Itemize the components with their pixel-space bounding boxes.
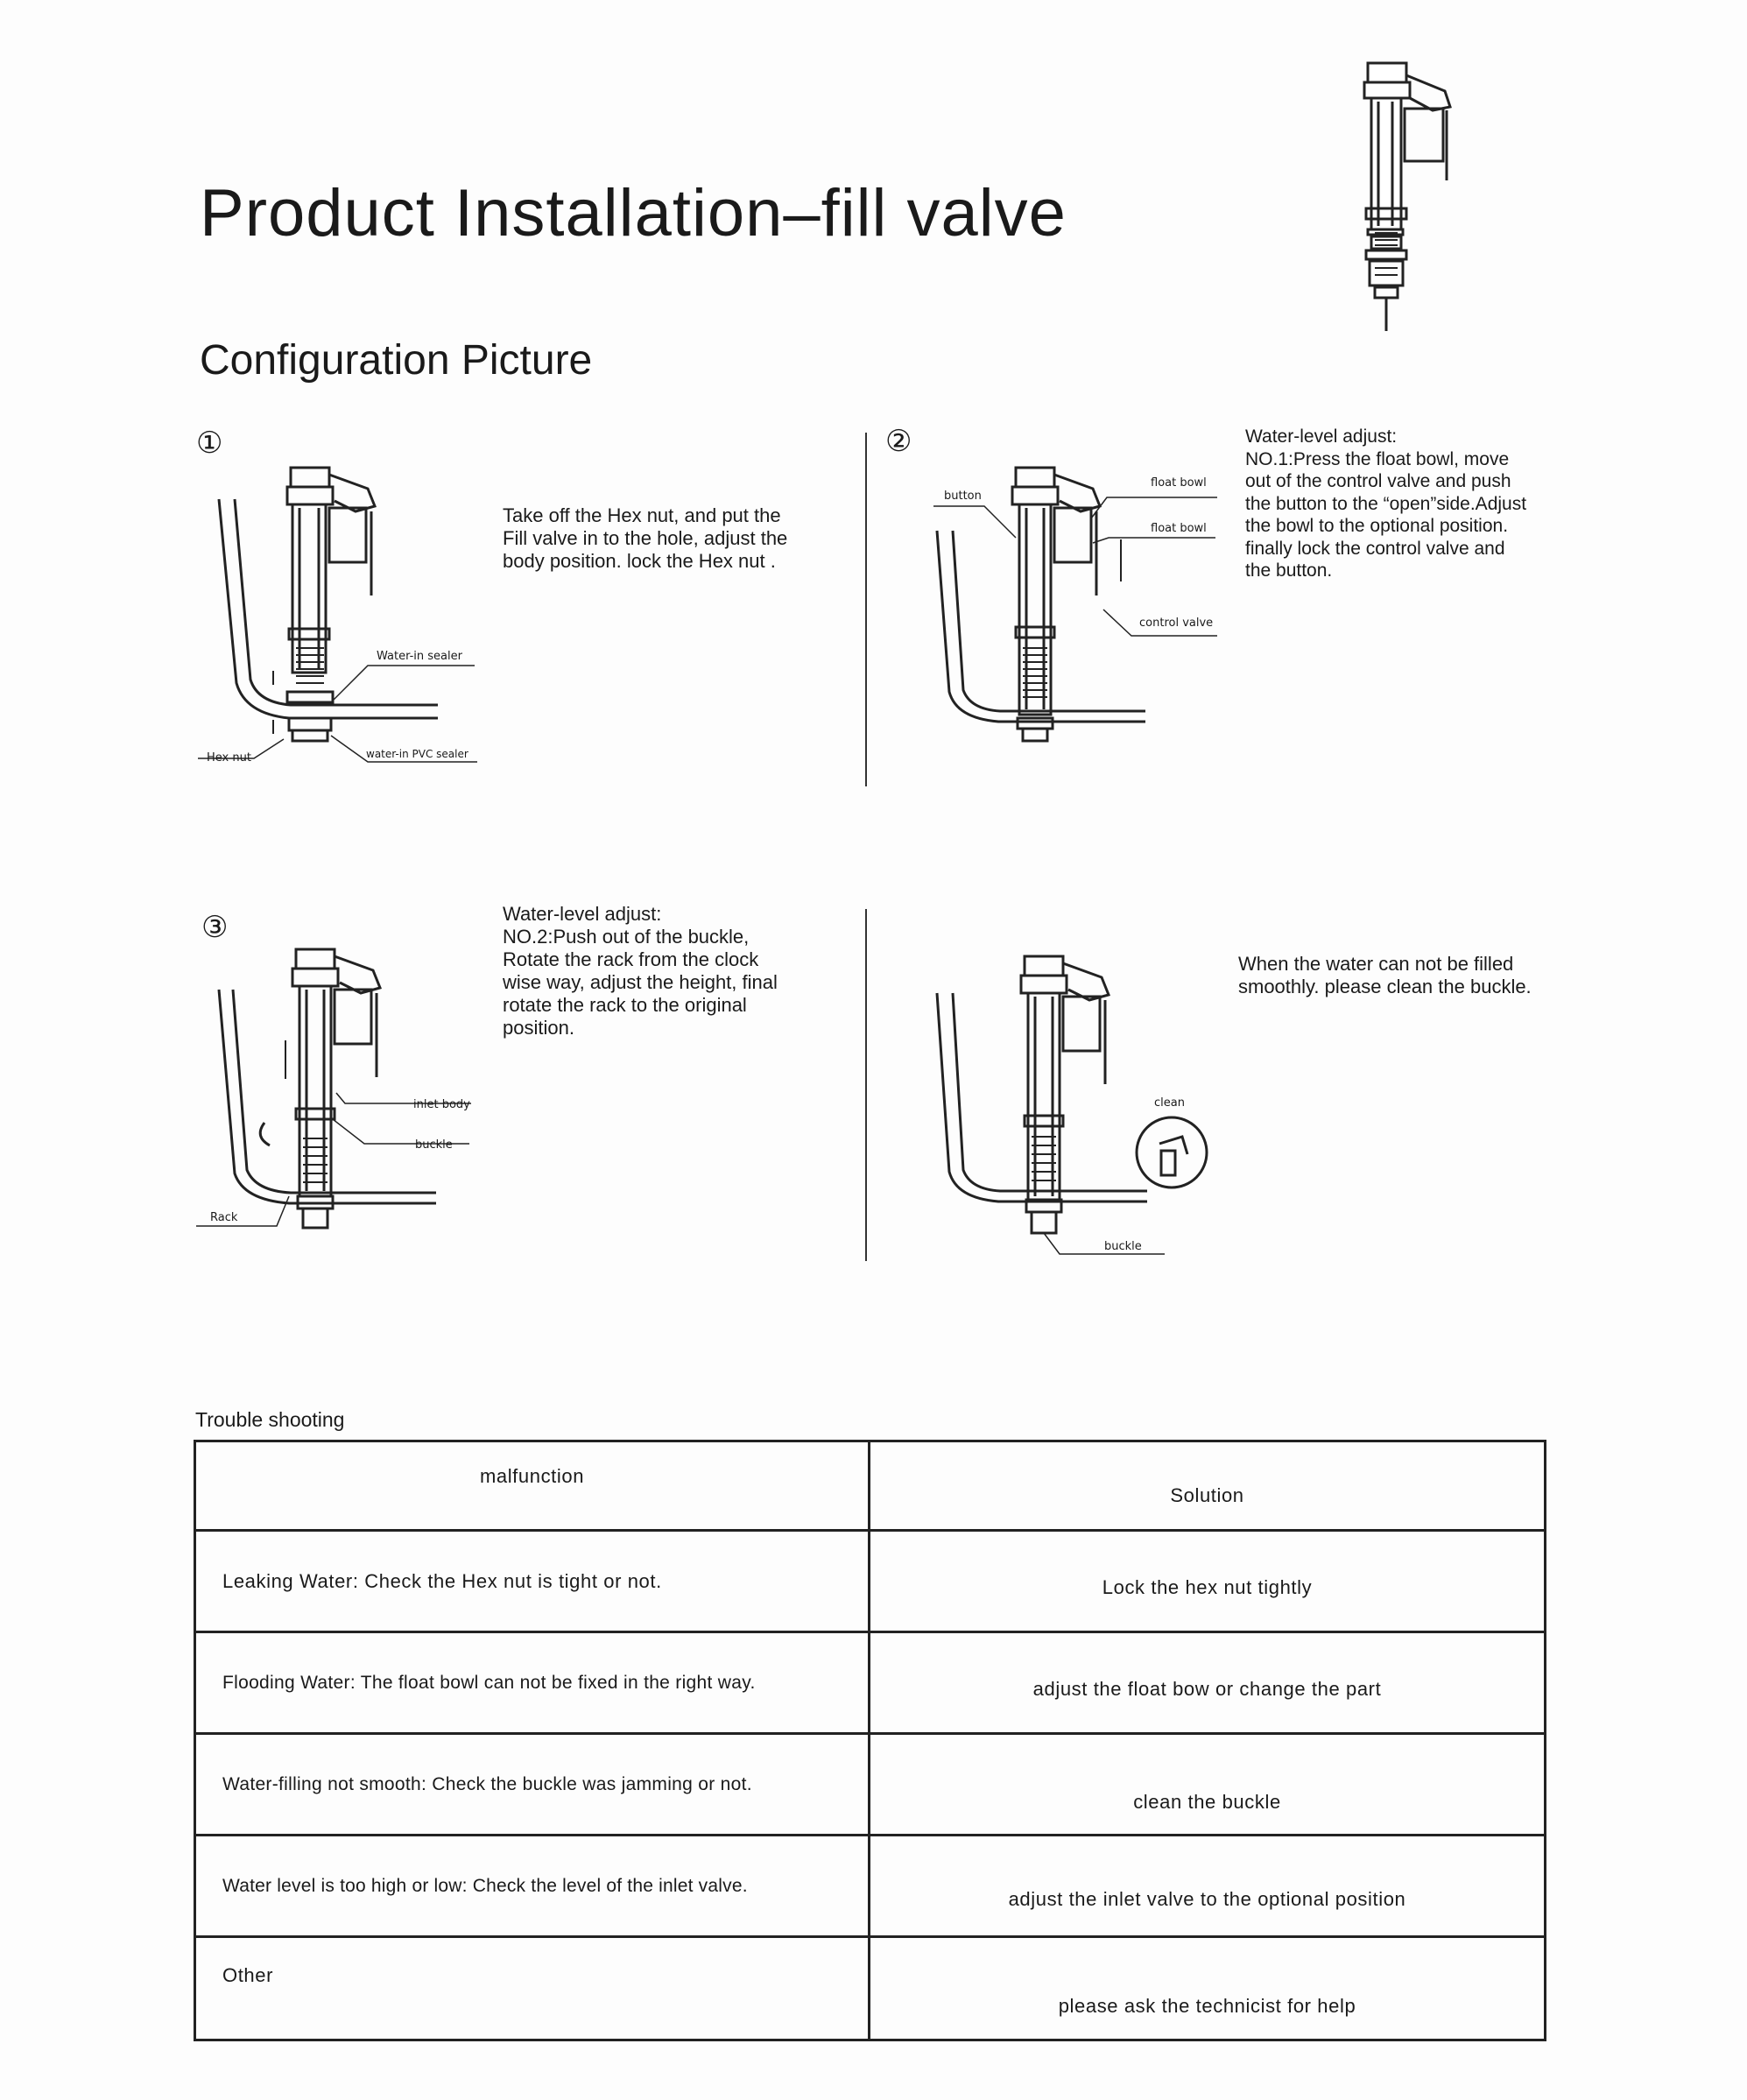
malfunction-cell: Water level is too high or low: Check the level of the inlet valve. xyxy=(195,1836,870,1937)
label-float-bowl-1: float bowl xyxy=(1151,476,1207,490)
solution-cell: Lock the hex nut tightly xyxy=(870,1531,1546,1632)
solution-cell: adjust the float bow or change the part xyxy=(870,1632,1546,1734)
step-2-number: ② xyxy=(885,424,912,459)
label-water-in-sealer: Water-in sealer xyxy=(377,650,462,663)
header-malfunction: malfunction xyxy=(195,1441,870,1531)
page-title: Product Installation–fill valve xyxy=(200,176,1067,250)
page-subtitle: Configuration Picture xyxy=(200,337,593,384)
label-pvc-sealer: water-in PVC sealer xyxy=(366,748,468,760)
divider-bottom xyxy=(865,909,867,1261)
label-buckle-step3: buckle xyxy=(415,1138,453,1152)
solution-cell: adjust the inlet valve to the optional position xyxy=(870,1836,1546,1937)
table-header-row xyxy=(195,1441,1546,1531)
step-3-number: ③ xyxy=(201,910,229,945)
label-inlet-body: inlet body xyxy=(413,1098,470,1111)
step-2-text: Water-level adjust: NO.1:Press the float bowl, move out of the control valve and push the button to the “open”side.Adjust the bowl to the optional position. finally lock the control valve and the button. xyxy=(1245,426,1527,581)
label-float-bowl-2: float bowl xyxy=(1151,522,1207,535)
malfunction-cell: Water-filling not smooth: Check the buckle was jamming or not. xyxy=(195,1734,870,1836)
label-rack: Rack xyxy=(210,1211,238,1224)
table-row xyxy=(195,1937,1546,2040)
table-row xyxy=(195,1836,1546,1937)
solution-cell: please ask the technicist for help xyxy=(870,1937,1546,2040)
step-1-text: Take off the Hex nut, and put the Fill valve in to the hole, adjust the body position. lock the Hex nut . xyxy=(503,504,788,572)
solution-cell: clean the buckle xyxy=(870,1734,1546,1836)
step-1-number: ① xyxy=(196,426,223,461)
troubleshooting-label: Trouble shooting xyxy=(195,1408,345,1431)
label-clean: clean xyxy=(1154,1096,1185,1110)
header-solution: Solution xyxy=(870,1441,1546,1531)
divider-top xyxy=(865,433,867,786)
step-3-text: Water-level adjust: NO.2:Push out of the buckle, Rotate the rack from the clock wise way, adjust the height, final rotate the rack to the original position. xyxy=(503,903,778,1039)
table-row xyxy=(195,1632,1546,1734)
malfunction-cell: Flooding Water: The float bowl can not be fixed in the right way. xyxy=(195,1632,870,1734)
troubleshooting-table xyxy=(194,1440,1546,2041)
step-4-text: When the water can not be filled smoothly. please clean the buckle. xyxy=(1238,953,1532,997)
label-button: button xyxy=(944,490,982,503)
step-1-diagram xyxy=(193,455,490,779)
label-control-valve: control valve xyxy=(1139,617,1214,630)
step-2-diagram xyxy=(928,455,1226,771)
table-row xyxy=(195,1734,1546,1836)
malfunction-cell: Other xyxy=(195,1937,870,2040)
label-hex-nut: Hex nut xyxy=(207,751,251,765)
malfunction-cell: Leaking Water: Check the Hex nut is tight or not. xyxy=(195,1531,870,1632)
label-buckle-step4: buckle xyxy=(1104,1240,1142,1253)
step-3-diagram xyxy=(193,937,490,1252)
fill-valve-product-illustration xyxy=(1349,58,1471,338)
table-row xyxy=(195,1531,1546,1632)
